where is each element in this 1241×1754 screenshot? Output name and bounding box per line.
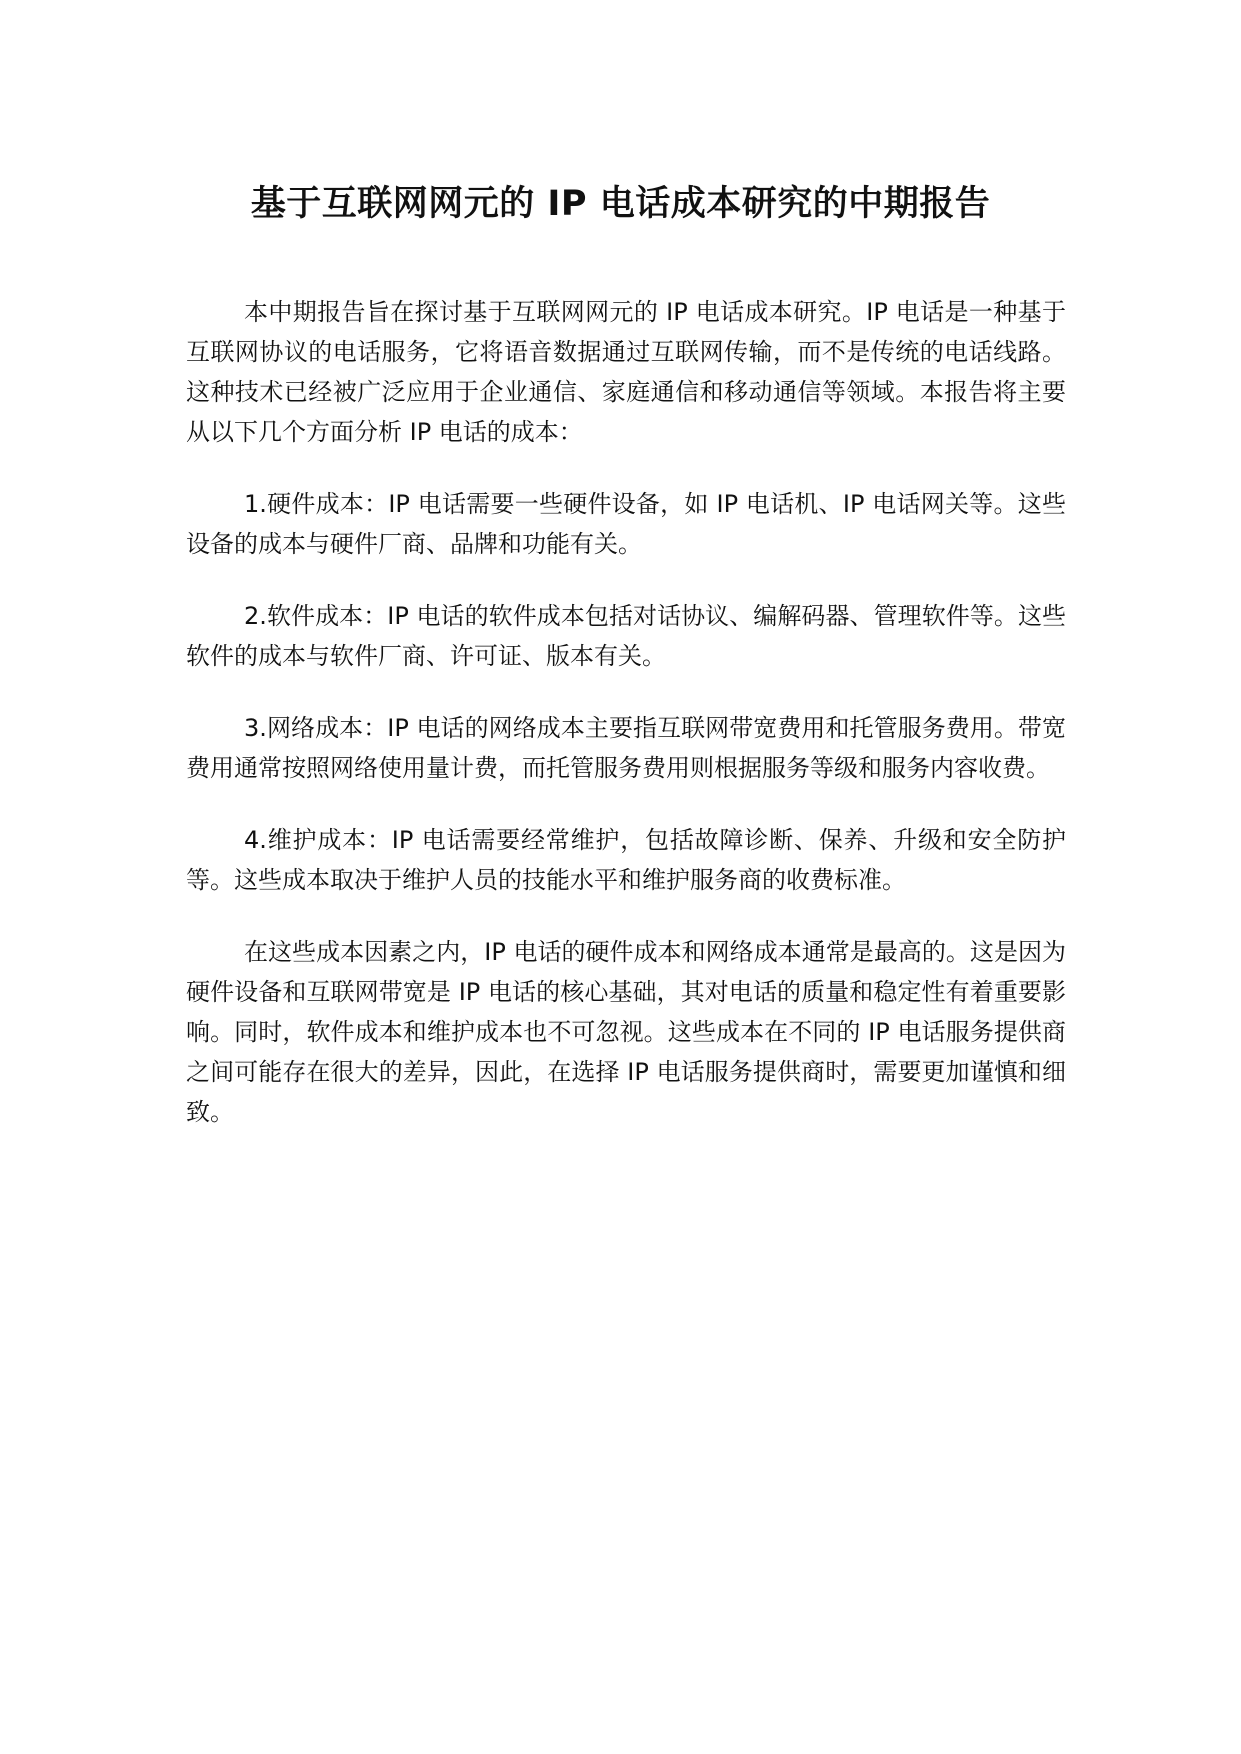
maintenance-cost-paragraph: 4.维护成本：IP 电话需要经常维护，包括故障诊断、保养、升级和安全防护等。这些成本取决于维护人员的技能水平和维护服务商的收费标准。: [186, 826, 1066, 894]
network-cost-paragraph: 3.网络成本：IP 电话的网络成本主要指互联网带宽费用和托管服务费用。带宽费用通常按照网络使用量计费，而托管服务费用则根据服务等级和服务内容收费。: [186, 714, 1066, 782]
document-body: [186, 292, 1066, 1164]
intro-paragraph: 本中期报告旨在探讨基于互联网网元的 IP 电话成本研究。IP 电话是一种基于互联网协议的电话服务，它将语音数据通过互联网传输，而不是传统的电话线路。这种技术已经被广泛应用于企业通信、家庭通信和移动通信等领域。本报告将主要从以下几个方面分析 IP 电话的成本：: [186, 298, 1066, 446]
software-cost-paragraph: 2.软件成本：IP 电话的软件成本包括对话协议、编解码器、管理软件等。这些软件的成本与软件厂商、许可证、版本有关。: [186, 602, 1066, 670]
hardware-cost-paragraph: 1.硬件成本：IP 电话需要一些硬件设备，如 IP 电话机、IP 电话网关等。这些设备的成本与硬件厂商、品牌和功能有关。: [186, 490, 1066, 558]
document-title: 基于互联网网元的 IP 电话成本研究的中期报告: [250, 184, 991, 224]
conclusion-paragraph: 在这些成本因素之内，IP 电话的硬件成本和网络成本通常是最高的。这是因为硬件设备和互联网带宽是 IP 电话的核心基础，其对电话的质量和稳定性有着重要影响。同时，软件成本和维护成本也不可忽视。这些成本在不同的 IP 电话服务提供商之间可能存在很大的差异，因此，在选择 IP 电话服务提供商时，需要更加谨慎和细致。: [186, 938, 1066, 1126]
